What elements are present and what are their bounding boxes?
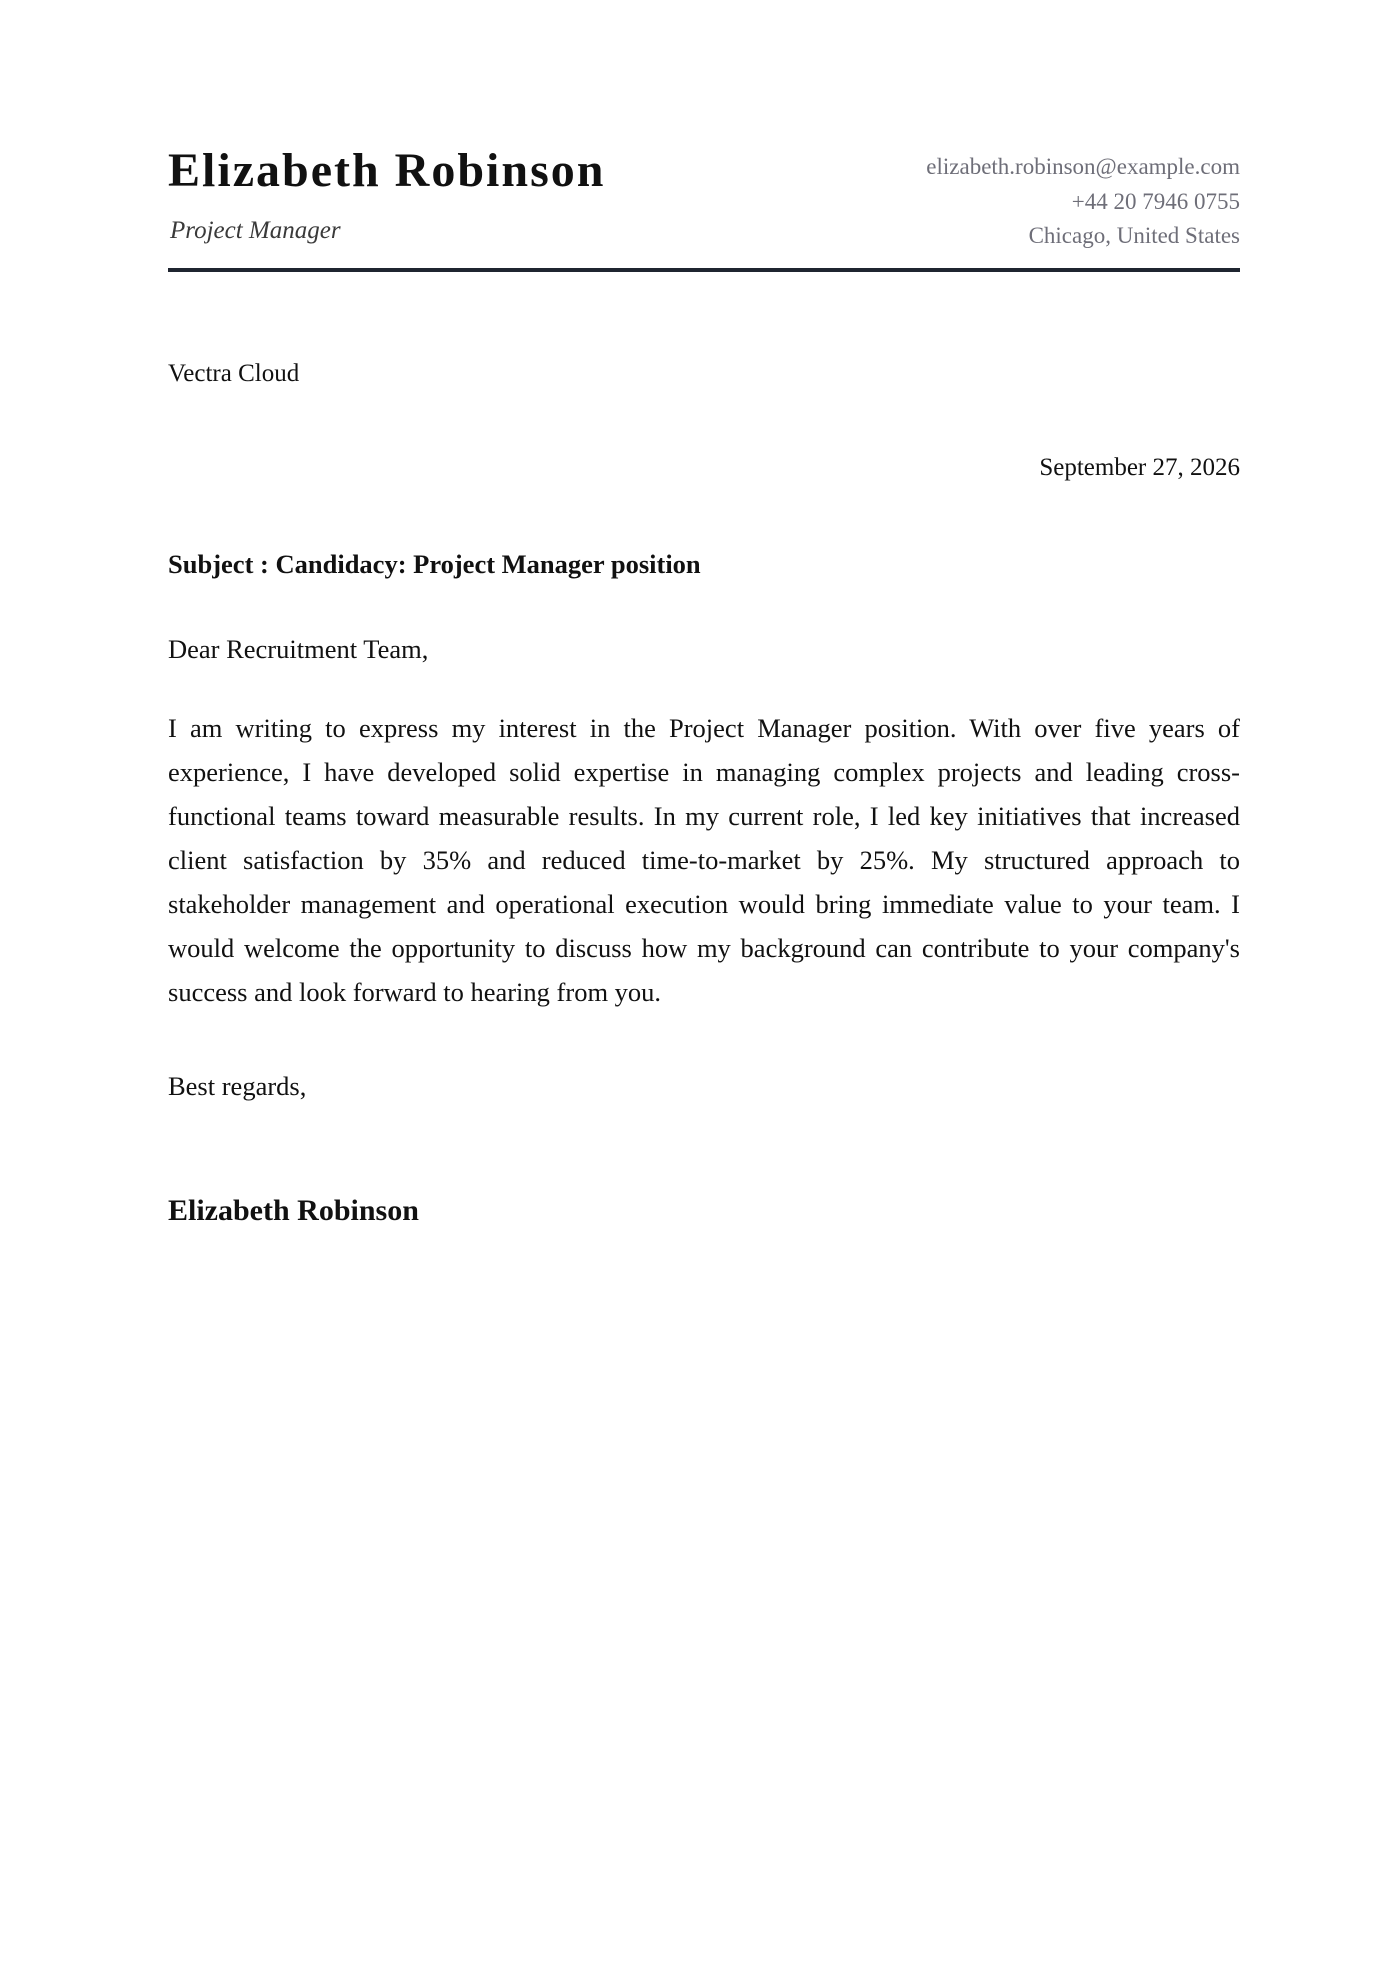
letter-greeting: Dear Recruitment Team, (168, 634, 429, 664)
recipient-company: Vectra Cloud (168, 360, 300, 387)
contact-block (926, 150, 1240, 254)
contact-email: elizabeth.robinson@example.com (926, 154, 1240, 179)
letter-date: September 27, 2026 (1039, 454, 1240, 481)
letter-header (168, 138, 1240, 272)
letter-signature: Elizabeth Robinson (168, 1194, 419, 1227)
letter-body: I am writing to express my interest in the Project Manager position. With over five years of experience, I have developed solid expertise in managing complex projects and leading cross-functional teams toward measurable results. In my current role, I led key initiatives that increased client satisfaction by 35% and reduced time-to-market by 25%. My structured approach to stakeholder management and operational execution would bring immediate value to your team. I would welcome the opportunity to discuss how my background can contribute to your company's success and look forward to hearing from you. (168, 713, 1240, 1007)
contact-phone: +44 20 7946 0755 (1071, 188, 1240, 214)
letter-closing: Best regards, (168, 1071, 307, 1101)
applicant-role: Project Manager (170, 217, 341, 244)
applicant-name: Elizabeth Robinson (168, 144, 606, 197)
letter-subject: Subject : Candidacy: Project Manager position (168, 549, 701, 579)
cover-letter-page (168, 0, 1240, 1980)
contact-location: Chicago, United States (1028, 223, 1240, 248)
